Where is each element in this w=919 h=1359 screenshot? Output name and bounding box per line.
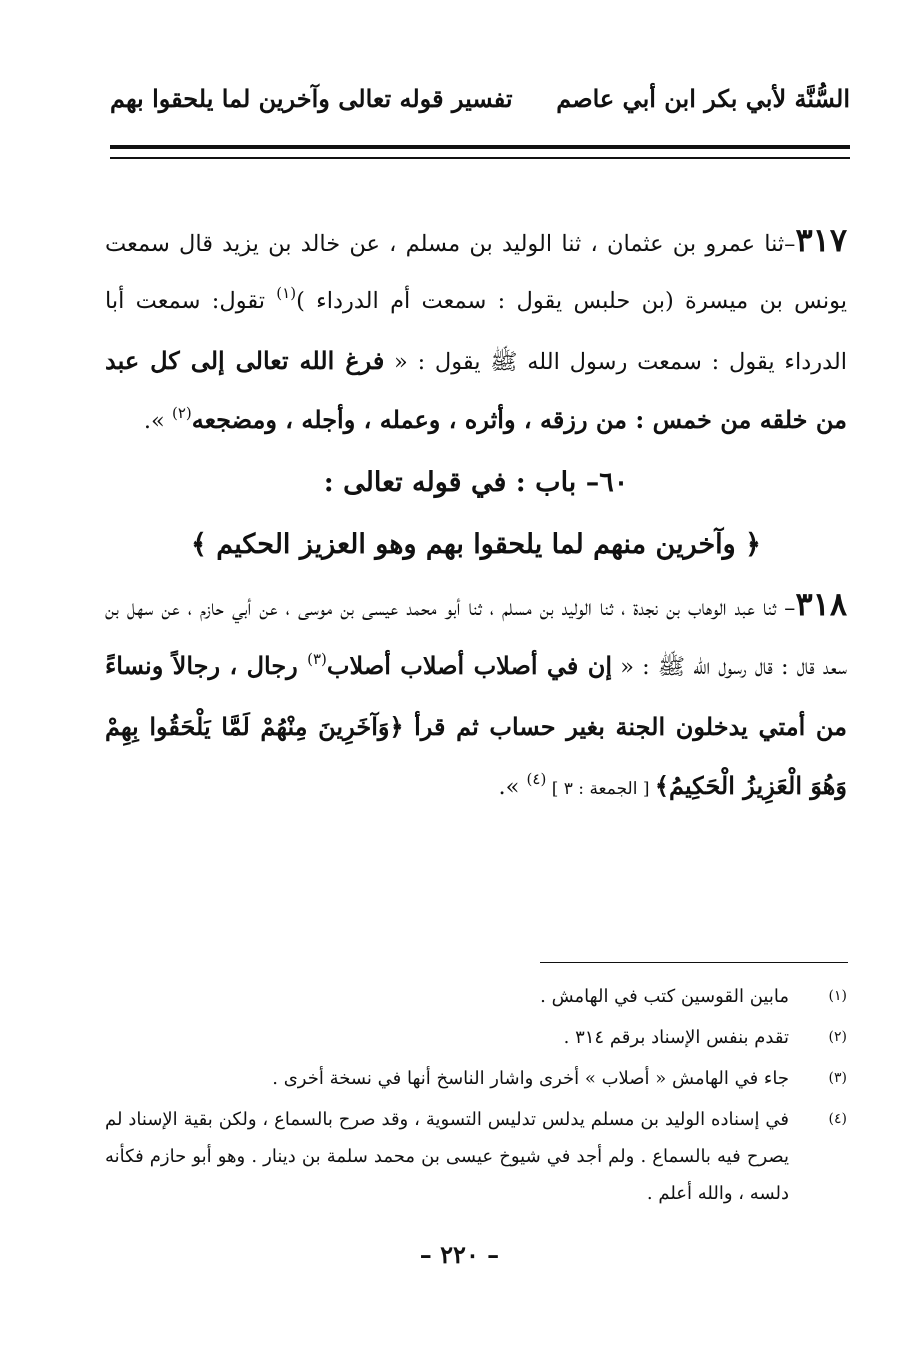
book-title: السُّنَّة لأبي بكر ابن أبي عاصم bbox=[556, 83, 850, 113]
isnad: –ثنا عمرو بن عثمان ، ثنا الوليد بن مسلم ، عن خالد بن يزيد قال سمعت يونس بن ميسرة (بن حلبس يقول : سمعت أم الدرداء ) bbox=[105, 231, 847, 314]
hadith-318 bbox=[105, 576, 847, 818]
footnote bbox=[105, 1060, 847, 1097]
footnote-text: تقدم بنفس الإسناد برقم ٣١٤ . bbox=[563, 1027, 789, 1048]
footnote-number: (٢) bbox=[828, 1029, 847, 1045]
isnad: – ثنا عبد الوهاب بن نجدة ، ثنا الوليد بن مسلم ، ثنا أبو محمد عيسى بن موسى ، عن أبي حازم ، عن سهل بن سعد قال : قال رسول الله ﷺ : « bbox=[105, 595, 848, 680]
hadith-matn: إن في أصلاب أصلاب أصلاب bbox=[326, 651, 613, 680]
footnote-number: (١) bbox=[828, 988, 847, 1004]
footnote-marker: (٤) bbox=[526, 770, 547, 788]
header-rule bbox=[110, 145, 850, 149]
footnotes bbox=[105, 978, 847, 1216]
footnote-separator bbox=[540, 962, 848, 963]
footnote-text: في إسناده الوليد بن مسلم يدلس تدليس التسوية ، وقد صرح بالسماع ، ولكن بقية الإسناد لم يصرح فيه بالسماع . ولم أجد في شيوخ عيسى بن محمد سلمة بن دينار . وهو أبو حازم فكأنه دلسه ، والله أعلم . bbox=[105, 1109, 789, 1204]
footnote-number: (٣) bbox=[828, 1070, 847, 1086]
chapter-title: تفسير قوله تعالى وآخرين لما يلحقوا بهم bbox=[110, 83, 513, 113]
footnote-number: (٤) bbox=[828, 1111, 847, 1127]
hadith-matn-continued: رجال ، رجالاً ونساءً من أمتي يدخلون الجنة بغير حساب ثم قرأ ﴿وَآخَرِينَ مِنْهُمْ لَمَّا يَلْحَقُوا بِهِمْ وَهُوَ الْعَزِيزُ الْحَكِيمُ﴾ bbox=[105, 651, 847, 800]
footnote-marker: (٢) bbox=[171, 404, 192, 422]
hadith-number: ٣١٧ bbox=[795, 221, 847, 259]
footnote-marker: (١) bbox=[276, 284, 297, 302]
footnote bbox=[105, 978, 847, 1015]
closing-quote: ». bbox=[143, 408, 172, 434]
quran-verse-heading: ﴿ وآخرين منهم لما يلحقوا بهم وهو العزيز الحكيم ﴾ bbox=[191, 529, 761, 560]
main-text bbox=[105, 212, 847, 818]
hadith-317 bbox=[105, 212, 847, 452]
hadith-matn: فرغ الله تعالى إلى كل عبد من خلقه من خمس : من رزقه ، وأثره ، وعمله ، وأجله ، ومضجعه bbox=[105, 346, 847, 434]
footnote bbox=[105, 1101, 847, 1212]
footnote-marker: (٣) bbox=[307, 650, 327, 668]
header-rule-thin bbox=[110, 157, 850, 159]
footnote-text: جاء في الهامش « أصلاب » أخرى واشار الناسخ أنها في نسخة أخرى . bbox=[272, 1068, 789, 1089]
footnote-text: مابين القوسين كتب في الهامش . bbox=[540, 986, 789, 1007]
page-number: – ٢٢٠ – bbox=[419, 1240, 500, 1269]
closing-quote: ». bbox=[498, 774, 527, 800]
isnad-continued: تقول: سمعت أبا الدرداء يقول : سمعت رسول الله ﷺ يقول : « bbox=[105, 288, 847, 375]
running-header bbox=[110, 74, 850, 122]
chapter-heading: ٦٠– باب : في قوله تعالى : bbox=[323, 467, 629, 498]
hadith-number: ٣١٨ bbox=[795, 585, 847, 623]
quran-reference: [ الجمعة : ٣ ] bbox=[546, 779, 655, 799]
footnote bbox=[105, 1019, 847, 1056]
